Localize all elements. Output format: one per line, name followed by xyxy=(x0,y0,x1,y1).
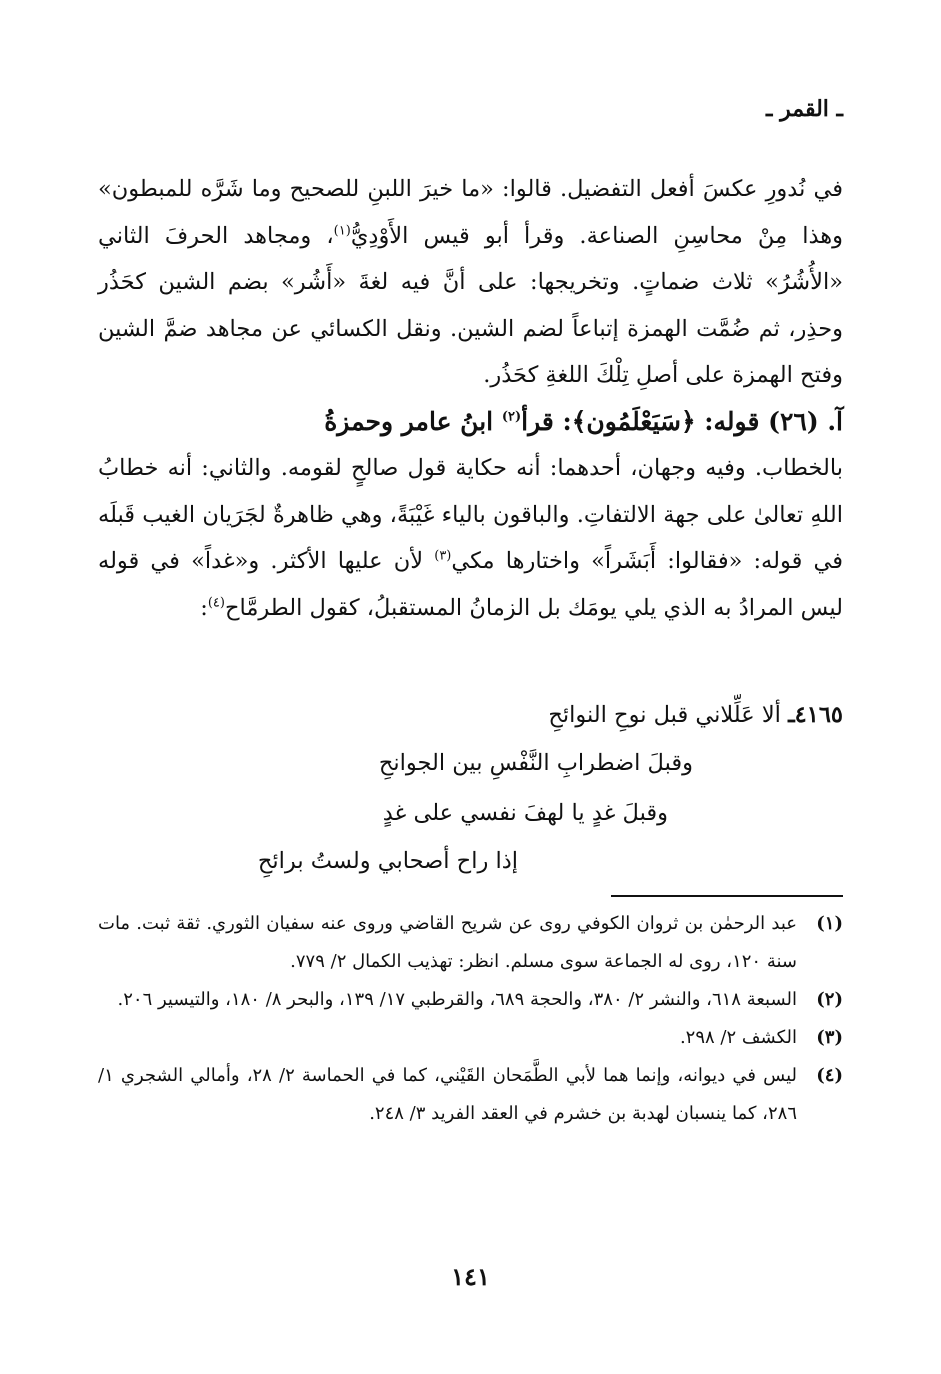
paragraph-2-part-c: : xyxy=(200,594,208,621)
paragraph-2 xyxy=(98,445,843,631)
footnote-text-3: الكشف ٢/ ٢٩٨. xyxy=(679,1027,797,1048)
poem-verse-2: وقبلَ اضطرابِ النَّفْسِ بين الجوانحِ xyxy=(378,750,693,776)
footnote-text-2: السبعة ٦١٨، والنشر ٢/ ٣٨٠، والحجة ٦٨٩، والقرطبي ١٧/ ١٣٩، والبحر ٨/ ١٨٠، والتيسير ٢٠٦. xyxy=(117,989,797,1010)
poem-verse-3: وقبلَ غدٍ يا لهفَ نفسي على غدٍ xyxy=(382,800,668,826)
running-head: ـ القمر ـ xyxy=(765,96,843,122)
paragraph-2-part-a: بالخطاب. وفيه وجهان، أحدهما: أنه حكاية قول صالحٍ لقومه. والثاني: أنه خطابُ اللهِ تعالىٰ على جهة الالتفاتِ. والباقون بالياء غَيْبَةً، وهي ظاهرةٌ لجَرَيان الغيب قَبلَه في قوله: «فقالوا: أَبَشَراً» واختارها مكي xyxy=(98,455,843,574)
footnote-number-1: (١) xyxy=(816,913,843,934)
paragraph-1-part-b: ، ومجاهد الحرفَ الثاني «الأُشُرُ» ثلاث ضماتٍ. وتخريجها: على أنَّ فيه لغةَ «أَشُر» بضم الشين كحَذُر وحذِر، ثم ضُمَّت الهمزة إتباعاً لضم الشين. ونقل الكسائي عن مجاهد ضمَّ الشين وفتح الهمزة على أصلِ تِلْكَ اللغةِ كحَذُر. xyxy=(98,222,843,388)
footnote-1 xyxy=(98,905,843,981)
footnote-ref-1: (١) xyxy=(333,223,351,238)
footnote-4 xyxy=(98,1057,843,1133)
footnote-ref-2: (٢) xyxy=(501,409,522,425)
main-text xyxy=(98,166,843,631)
verse-heading-prefix: آ. (٢٦) قوله: ﴿سَيَعْلَمُون﴾: قرأ xyxy=(521,406,843,436)
footnote-number-3: (٣) xyxy=(816,1027,843,1048)
verse-heading-suffix: ابنُ عامر وحمزةُ xyxy=(324,406,502,436)
footnote-number-2: (٢) xyxy=(816,989,843,1010)
paragraph-1 xyxy=(98,166,843,399)
footnote-2 xyxy=(98,981,843,1019)
footnote-text-1: عبد الرحمٰن بن ثروان الكوفي روى عن شريح القاضي وروى عنه سفيان الثوري. ثقة ثبت. مات سنة ١٢٠، روى له الجماعة سوى مسلم. انظر: تهذيب الكمال ٢/ ٧٧٩. xyxy=(98,913,797,972)
footnote-3 xyxy=(98,1019,843,1057)
footnote-ref-4: (٤) xyxy=(207,595,225,610)
footnote-ref-3: (٣) xyxy=(434,548,452,564)
page-number: ١٤١ xyxy=(451,1262,490,1291)
paragraph-1-part-a: في نُدورِ عكسَ أفعل التفضيل. قالوا: «ما خيرَ اللبنِ للصحيح وما شَرَّه للمبطون» وهذا مِنْ محاسِنِ الصناعة. وقرأ أبو قيس الأَوْدِيُّ xyxy=(98,176,844,249)
poem-verse-4: إذا راح أصحابي ولستُ برائحِ xyxy=(257,848,518,874)
poem-verse-1-text: ألا عَلِّلاني قبل نوحِ النوائحِ xyxy=(548,702,781,728)
poem-verse-1 xyxy=(548,691,843,739)
paragraph-2-part-b: لأن عليها الأكثر. و«غداً» في قوله ليس المرادُ به الذي يلي يومَك بل الزمانُ المستقبلُ، كقول الطرمَّاح xyxy=(98,548,843,621)
footnote-text-4: ليس في ديوانه، وإنما هما لأبي الطَّمَحان القَيْني، كما في الحماسة ٢/ ٢٨، وأمالي الشجري ١/ ٢٨٦، كما ينسبان لهدبة بن خشرم في العقد الفريد ٣/ ٢٤٨. xyxy=(98,1065,797,1124)
verse-heading xyxy=(98,399,843,446)
footnotes xyxy=(98,905,843,1133)
poem-number: ٤١٦٥ـ xyxy=(788,702,843,728)
footnote-number-4: (٤) xyxy=(816,1065,843,1086)
footnote-separator xyxy=(611,895,843,897)
